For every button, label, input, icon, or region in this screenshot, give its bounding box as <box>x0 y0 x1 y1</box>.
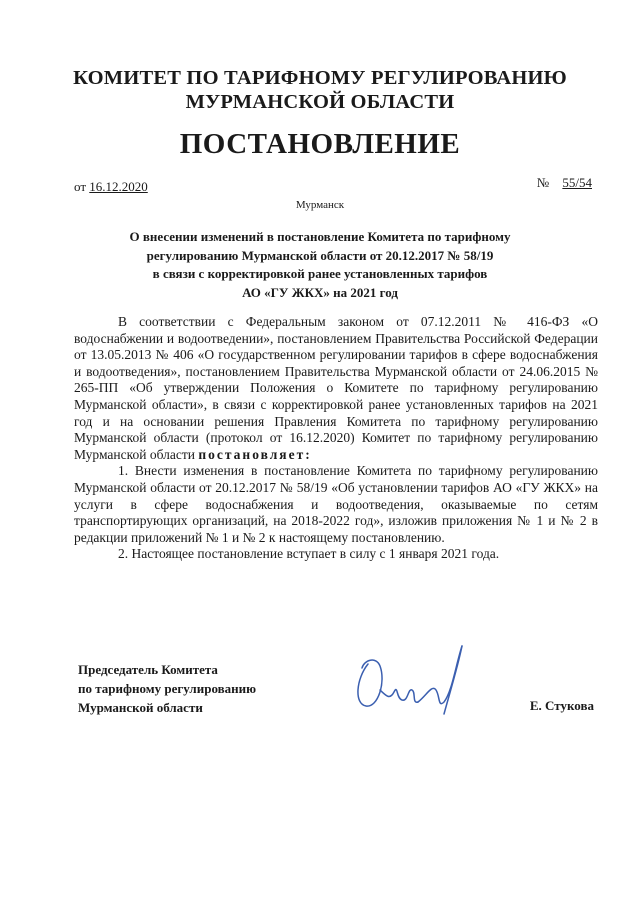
signatory-title-line1: Председатель Комитета <box>78 662 218 677</box>
org-name-line2: МУРМАНСКОЙ ОБЛАСТИ <box>185 91 455 113</box>
subject-line2: регулированию Мурманской области от 20.12.2017 № 58/19 <box>146 247 494 263</box>
paragraph-preamble <box>74 314 598 463</box>
subject-line1: О внесении изменений в постановление Комитета по тарифному <box>129 229 511 244</box>
document-city: Мурманск <box>295 199 345 211</box>
document-number <box>537 175 592 191</box>
number-value: 55/54 <box>562 175 592 190</box>
document-type-title: ПОСТАНОВЛЕНИЕ <box>179 128 461 160</box>
document-subject <box>90 228 550 302</box>
document-body <box>74 314 598 563</box>
date-value: 16.12.2020 <box>89 179 148 194</box>
subject-line3: в связи с корректировкой ранее установленных тарифов <box>152 266 488 281</box>
number-prefix: № <box>536 175 550 190</box>
handwritten-signature <box>346 634 476 724</box>
organization-header <box>40 66 600 114</box>
signatory-title-line3: Мурманской области <box>78 700 203 715</box>
date-prefix: от <box>74 179 87 194</box>
org-name-line1: КОМИТЕТ ПО ТАРИФНОМУ РЕГУЛИРОВАНИЮ <box>73 67 567 89</box>
preamble-text: В соответствии с Федеральным законом от 07.12.2011 № 416-ФЗ «О водоснабжении и водоотведении», постановлением Правительства Российской Федерации от 13.05.2013 № 406 «О государственном регулировании тарифов в сфере водоснабжения и водоотведения», постановлением Правительства Мурманской области от 24.06.2015 № 265-ПП «Об утверждении Положения о Комитете по тарифному регулированию Мурманской области», в связи с корректировкой ранее установленных тарифов на 2021 год и на основании решения Правления Комитета по тарифному регулированию Мурманской области (протокол от 16.12.2020) Комитет по тарифному регулированию Мурманской области <box>74 314 598 462</box>
document-date <box>74 179 148 195</box>
paragraph-item-1: 1. Внести изменения в постановление Комитета по тарифному регулированию Мурманской области от 20.12.2017 № 58/19 «Об установлении тарифов АО «ГУ ЖКХ» на услуги в сфере водоснабжения и водоотведения, оказываемые по сетям транспортирующих организаций, на 2018-2022 год», изложив приложения № 1 и № 2 в редакции приложений № 1 и № 2 к настоящему постановлению. <box>74 463 598 545</box>
subject-line4: АО «ГУ ЖКХ» на 2021 год <box>242 284 398 300</box>
paragraph-item-2: 2. Настоящее постановление вступает в силу с 1 января 2021 года. <box>118 546 500 562</box>
signatory-title-line2: по тарифному регулированию <box>78 681 257 696</box>
signatory-title <box>78 660 256 717</box>
resolves-keyword: постановляет: <box>198 446 312 462</box>
signatory-name: Е. Стукова <box>529 698 594 713</box>
